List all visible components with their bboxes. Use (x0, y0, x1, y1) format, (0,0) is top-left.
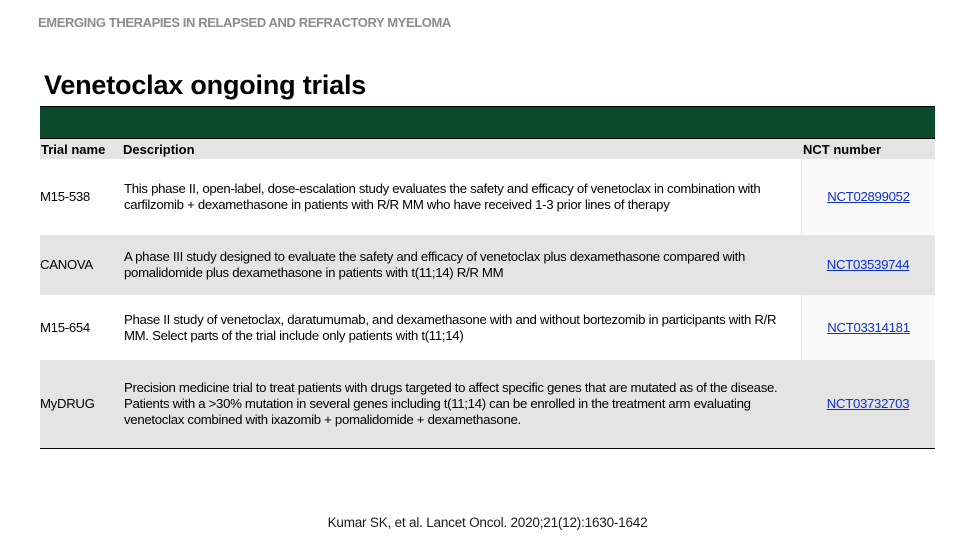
table-header-bar (40, 106, 935, 139)
deck-section-title: EMERGING THERAPIES IN RELAPSED AND REFRACTORY MYELOMA (38, 15, 451, 30)
trial-description-cell: Phase II study of venetoclax, daratumumab, and dexamethasone with and without bortezomib in participants with R/R MM. Select parts of the trial include only patients with t(11;14) (124, 311, 777, 343)
nct-number-cell (801, 235, 935, 295)
table-row (40, 295, 935, 360)
trial-name-cell: CANOVA (40, 235, 123, 295)
nct-link[interactable]: NCT03314181 (827, 319, 910, 335)
trial-description-cell: A phase III study designed to evaluate the safety and efficacy of venetoclax plus dexamethasone compared with pomalidomide plus dexamethasone in patients with t(11;14) R/R MM (123, 235, 801, 295)
table-row (40, 235, 935, 295)
nct-link[interactable]: NCT03732703 (826, 396, 910, 411)
nct-number-cell (801, 360, 935, 448)
table-row (40, 360, 935, 449)
nct-number-cell (801, 159, 935, 235)
column-header-nct-number: NCT number (803, 141, 881, 157)
nct-number-cell (801, 295, 935, 360)
trials-table (40, 106, 935, 449)
nct-link[interactable]: NCT03539744 (826, 257, 910, 272)
column-header-description: Description (123, 141, 195, 157)
trial-name-cell: MyDRUG (40, 360, 123, 448)
column-header-trial-name: Trial name (41, 141, 106, 157)
table-header-row (40, 139, 935, 159)
table-row (40, 159, 935, 235)
trial-description-cell: This phase II, open-label, dose-escalation study evaluates the safety and efficacy of venetoclax in combination with carfilzomib + dexamethasone in patients with R/R MM who have received 1-3 prior lines of therapy (124, 181, 761, 212)
citation: Kumar SK, et al. Lancet Oncol. 2020;21(12):1630-1642 (327, 515, 648, 530)
nct-link[interactable]: NCT02899052 (827, 189, 910, 204)
trial-description-cell: Precision medicine trial to treat patients with drugs targeted to affect specific genes that are mutated as of the disease. Patients with a >30% mutation in several genes including t(11;14) can be enrolled in the treatment arm evaluating venetoclax combined with ixazomib + pomalidomide + dexamethasone. (123, 360, 801, 448)
trial-name-cell: M15-654 (40, 319, 90, 335)
page-title: Venetoclax ongoing trials (44, 70, 367, 100)
trial-name-cell: M15-538 (40, 189, 90, 204)
